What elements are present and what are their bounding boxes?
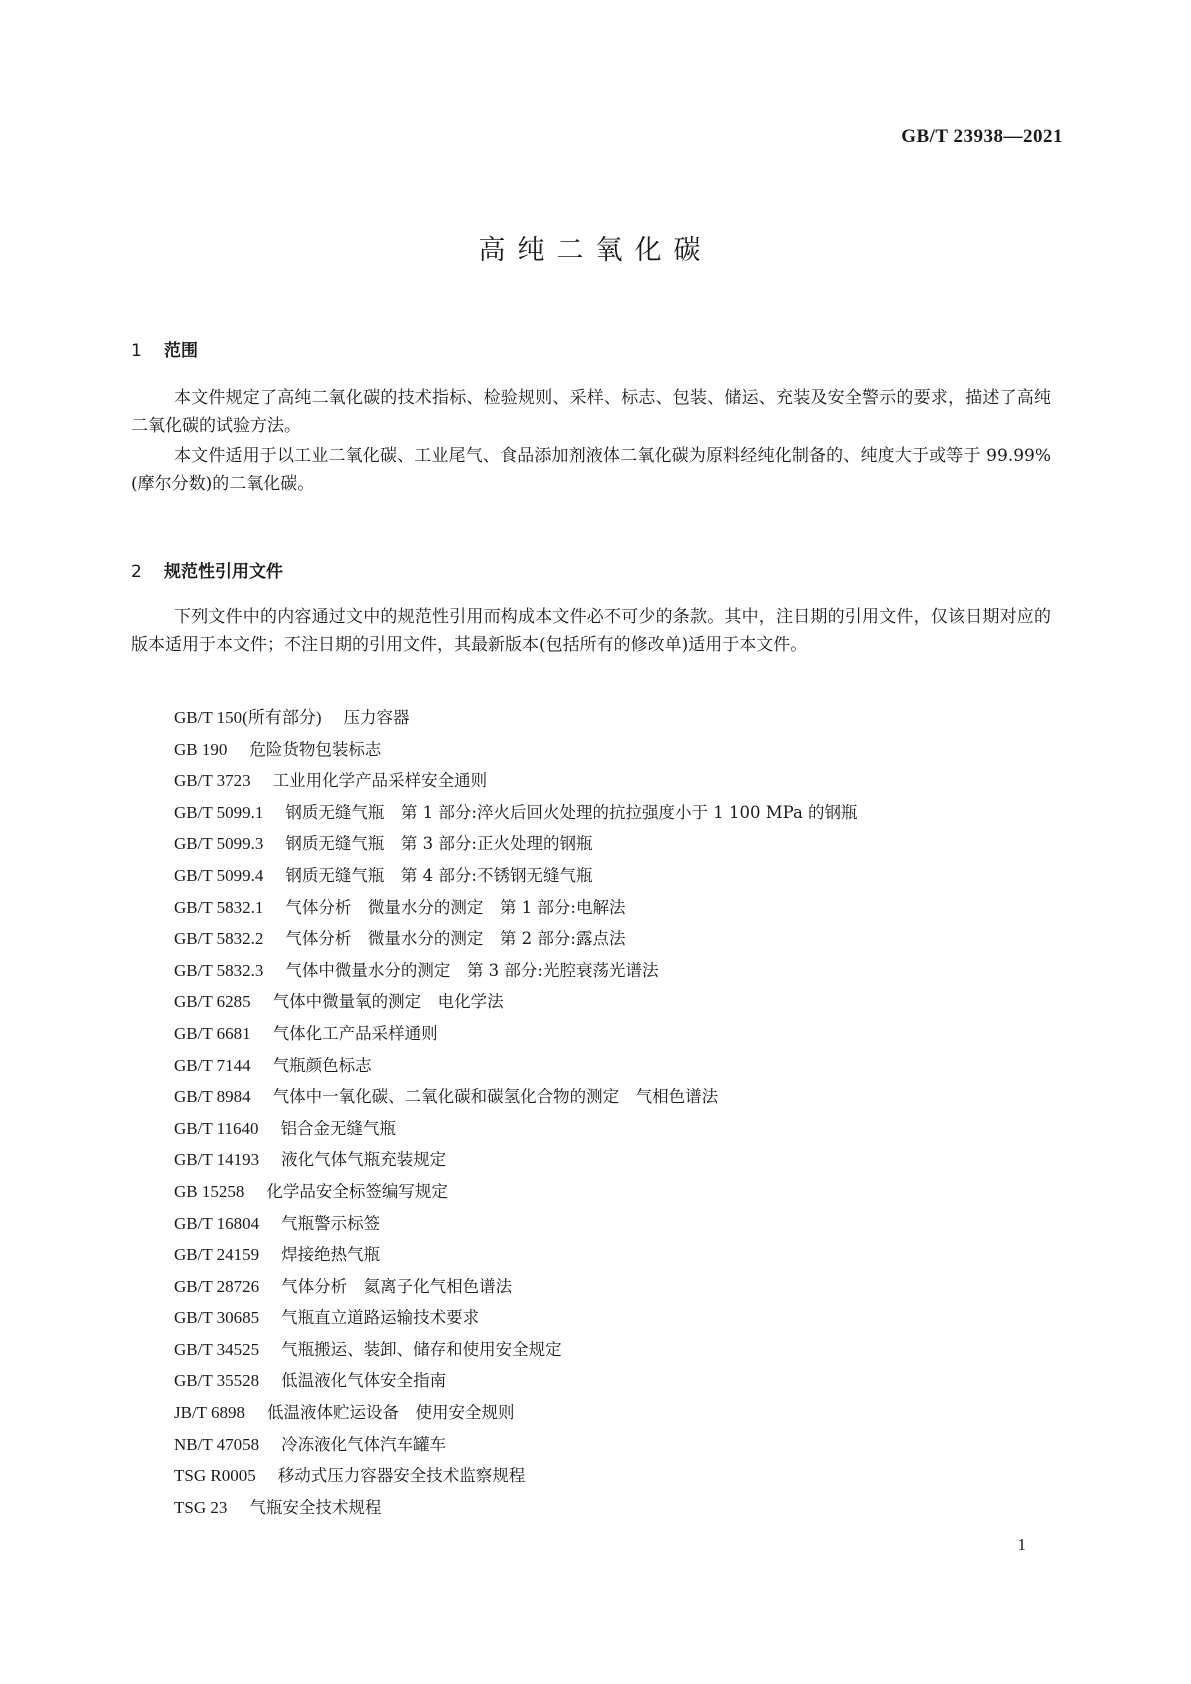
reference-title: 钢质无缝气瓶 第 4 部分:不锈钢无缝气瓶 <box>285 865 593 885</box>
reference-title: 气体化工产品采样通则 <box>272 1023 438 1043</box>
reference-code: GB 15258 <box>174 1181 245 1201</box>
section-1-heading <box>131 336 198 361</box>
reference-title: 焊接绝热气瓶 <box>281 1245 381 1265</box>
reference-title: 气体中一氧化碳、二氧化碳和碳氢化合物的测定 气相色谱法 <box>272 1087 719 1107</box>
reference-item <box>174 765 858 797</box>
reference-code: GB/T 16804 <box>174 1213 260 1233</box>
reference-code: GB/T 35528 <box>174 1371 260 1391</box>
reference-item <box>174 1144 858 1176</box>
reference-title: 气体分析 微量水分的测定 第 2 部分:露点法 <box>285 929 626 949</box>
reference-code: TSG 23 <box>174 1497 228 1517</box>
reference-code: GB/T 150(所有部分) <box>174 708 322 727</box>
reference-item <box>174 797 858 829</box>
reference-code: GB/T 5832.3 <box>174 960 264 980</box>
reference-item <box>174 1397 858 1429</box>
reference-title: 化学品安全标签编写规定 <box>266 1181 448 1201</box>
reference-code: GB/T 24159 <box>174 1245 260 1265</box>
reference-code: GB/T 5832.1 <box>174 897 264 917</box>
reference-code: GB/T 5099.4 <box>174 865 264 885</box>
reference-code: TSG R0005 <box>174 1466 256 1486</box>
normative-references-list <box>174 702 858 1523</box>
reference-code: GB/T 6681 <box>174 1023 251 1043</box>
reference-title: 移动式压力容器安全技术监察规程 <box>277 1466 526 1486</box>
reference-code: GB/T 5099.1 <box>174 802 264 822</box>
section-1-paragraph-1: 本文件规定了高纯二氧化碳的技术指标、检验规则、采样、标志、包装、储运、充装及安全警示的要求，描述了高纯二氧化碳的试验方法。 <box>131 388 1051 436</box>
reference-title: 冷冻液化气体汽车罐车 <box>281 1434 447 1454</box>
reference-title: 气瓶安全技术规程 <box>249 1497 382 1517</box>
reference-title: 气瓶直立道路运输技术要求 <box>281 1308 480 1328</box>
reference-code: NB/T 47058 <box>174 1434 260 1454</box>
reference-item <box>174 1492 858 1524</box>
page-number: 1 <box>1017 1535 1026 1554</box>
reference-code: GB/T 6285 <box>174 992 251 1012</box>
reference-title: 气体分析 氦离子化气相色谱法 <box>281 1276 513 1296</box>
standard-code: GB/T 23938—2021 <box>901 126 1063 147</box>
section-2-title: 规范性引用文件 <box>164 562 283 582</box>
section-2-heading <box>131 557 283 582</box>
reference-title: 气体中微量氧的测定 电化学法 <box>272 992 504 1012</box>
section-2-intro: 下列文件中的内容通过文中的规范性引用而构成本文件必不可少的条款。其中，注日期的引用文件，仅该日期对应的版本适用于本文件；不注日期的引用文件，其最新版本(包括所有的修改单)适用于本文件。 <box>131 607 1051 655</box>
reference-code: GB/T 7144 <box>174 1055 251 1075</box>
reference-title: 钢质无缝气瓶 第 1 部分:淬火后回火处理的抗拉强度小于 1 100 MPa 的钢瓶 <box>285 802 858 822</box>
reference-item <box>174 1302 858 1334</box>
reference-title: 铝合金无缝气瓶 <box>280 1118 397 1138</box>
reference-item <box>174 1271 858 1303</box>
reference-code: GB/T 34525 <box>174 1339 260 1359</box>
reference-code: GB/T 30685 <box>174 1308 260 1328</box>
reference-item <box>174 734 858 766</box>
section-1-title: 范围 <box>164 341 198 361</box>
reference-item <box>174 1429 858 1461</box>
reference-item <box>174 1334 858 1366</box>
reference-title: 低温液体贮运设备 使用安全规则 <box>267 1403 515 1423</box>
reference-title: 气瓶警示标签 <box>281 1213 381 1233</box>
reference-title: 气瓶搬运、装卸、储存和使用安全规定 <box>281 1339 562 1359</box>
reference-item <box>174 702 858 734</box>
reference-title: 工业用化学产品采样安全通则 <box>272 771 488 791</box>
reference-title: 危险货物包装标志 <box>249 739 382 759</box>
reference-item <box>174 1176 858 1208</box>
reference-item <box>174 1081 858 1113</box>
document-title: 高纯二氧化碳 <box>478 235 713 266</box>
reference-code: GB/T 14193 <box>174 1150 260 1170</box>
reference-item <box>174 1239 858 1271</box>
reference-title: 气瓶颜色标志 <box>272 1055 372 1075</box>
reference-item <box>174 828 858 860</box>
reference-code: GB/T 3723 <box>174 771 251 791</box>
reference-item <box>174 1460 858 1492</box>
reference-item <box>174 1018 858 1050</box>
reference-item <box>174 923 858 955</box>
reference-title: 钢质无缝气瓶 第 3 部分:正火处理的钢瓶 <box>285 834 593 854</box>
reference-item <box>174 986 858 1018</box>
reference-title: 低温液化气体安全指南 <box>281 1371 447 1391</box>
reference-item <box>174 1050 858 1082</box>
reference-title: 压力容器 <box>343 708 410 727</box>
reference-code: GB/T 8984 <box>174 1087 251 1107</box>
section-1-number: 1 <box>131 341 142 361</box>
reference-code: GB/T 5099.3 <box>174 834 264 854</box>
reference-item <box>174 892 858 924</box>
reference-code: GB 190 <box>174 739 228 759</box>
reference-code: JB/T 6898 <box>174 1403 246 1423</box>
section-2-number: 2 <box>131 562 142 582</box>
reference-title: 气体中微量水分的测定 第 3 部分:光腔衰荡光谱法 <box>285 960 659 980</box>
reference-title: 液化气体气瓶充装规定 <box>281 1150 447 1170</box>
reference-code: GB/T 28726 <box>174 1276 260 1296</box>
reference-item <box>174 1113 858 1145</box>
reference-title: 气体分析 微量水分的测定 第 1 部分:电解法 <box>285 897 626 917</box>
reference-code: GB/T 11640 <box>174 1118 259 1138</box>
section-1-paragraph-2: 本文件适用于以工业二氧化碳、工业尾气、食品添加剂液体二氧化碳为原料经纯化制备的、纯度大于或等于 99.99%(摩尔分数)的二氧化碳。 <box>131 446 1051 494</box>
reference-item <box>174 1365 858 1397</box>
reference-item <box>174 1208 858 1240</box>
reference-item <box>174 860 858 892</box>
reference-item <box>174 955 858 987</box>
reference-code: GB/T 5832.2 <box>174 929 264 949</box>
